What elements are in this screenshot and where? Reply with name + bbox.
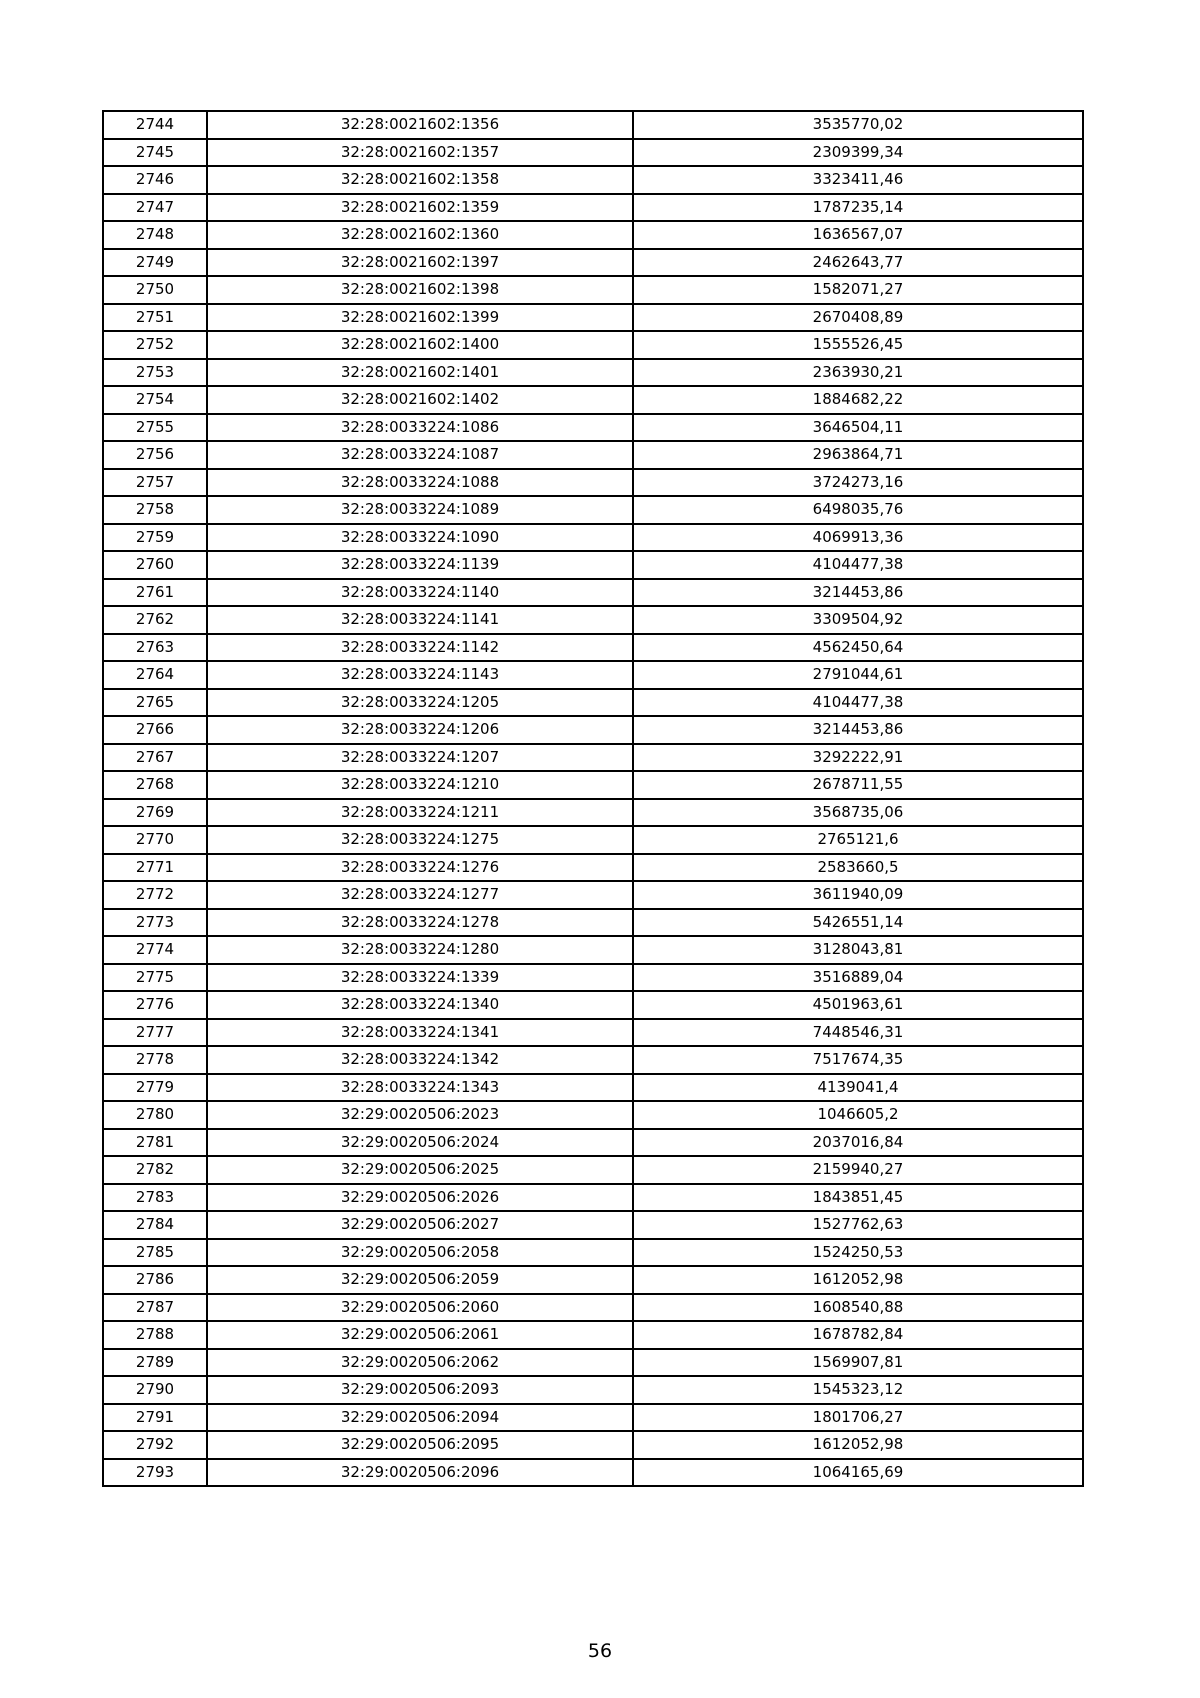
- table-row: [103, 1431, 1083, 1459]
- row-number-cell: 2744: [103, 111, 207, 139]
- cadastral-number-cell: 32:28:0033224:1340: [207, 991, 633, 1019]
- table-row: [103, 1156, 1083, 1184]
- cadastral-value-cell: 1527762,63: [633, 1211, 1083, 1239]
- cadastral-value-cell: 4104477,38: [633, 689, 1083, 717]
- cadastral-number-cell: 32:28:0033224:1086: [207, 414, 633, 442]
- cadastral-value-cell: 3323411,46: [633, 166, 1083, 194]
- table-row: [103, 689, 1083, 717]
- row-number-cell: 2773: [103, 909, 207, 937]
- table-row: [103, 359, 1083, 387]
- row-number-cell: 2774: [103, 936, 207, 964]
- cadastral-number-cell: 32:28:0033224:1205: [207, 689, 633, 717]
- row-number-cell: 2776: [103, 991, 207, 1019]
- row-number-cell: 2785: [103, 1239, 207, 1267]
- page-number: 56: [587, 1640, 613, 1662]
- row-number-cell: 2777: [103, 1019, 207, 1047]
- table-row: [103, 194, 1083, 222]
- row-number-cell: 2749: [103, 249, 207, 277]
- cadastral-number-cell: 32:28:0033224:1140: [207, 579, 633, 607]
- cadastral-number-cell: 32:28:0021602:1359: [207, 194, 633, 222]
- cadastral-value-cell: 3535770,02: [633, 111, 1083, 139]
- table-row: [103, 826, 1083, 854]
- cadastral-value-cell: 4139041,4: [633, 1074, 1083, 1102]
- row-number-cell: 2780: [103, 1101, 207, 1129]
- table-row: [103, 469, 1083, 497]
- cadastral-number-cell: 32:28:0033224:1088: [207, 469, 633, 497]
- table-row: [103, 441, 1083, 469]
- table-row: [103, 166, 1083, 194]
- cadastral-value-cell: 7517674,35: [633, 1046, 1083, 1074]
- table-row: [103, 909, 1083, 937]
- cadastral-number-cell: 32:28:0033224:1341: [207, 1019, 633, 1047]
- row-number-cell: 2757: [103, 469, 207, 497]
- row-number-cell: 2750: [103, 276, 207, 304]
- table-row: [103, 716, 1083, 744]
- cadastral-number-cell: 32:28:0021602:1360: [207, 221, 633, 249]
- row-number-cell: 2772: [103, 881, 207, 909]
- table-row: [103, 854, 1083, 882]
- row-number-cell: 2761: [103, 579, 207, 607]
- cadastral-value-cell: 1046605,2: [633, 1101, 1083, 1129]
- cadastral-value-cell: 2670408,89: [633, 304, 1083, 332]
- cadastral-number-cell: 32:29:0020506:2058: [207, 1239, 633, 1267]
- cadastral-value-cell: 3646504,11: [633, 414, 1083, 442]
- cadastral-value-cell: 5426551,14: [633, 909, 1083, 937]
- table-row: [103, 304, 1083, 332]
- cadastral-number-cell: 32:29:0020506:2024: [207, 1129, 633, 1157]
- cadastral-value-cell: 7448546,31: [633, 1019, 1083, 1047]
- cadastral-value-cell: 3724273,16: [633, 469, 1083, 497]
- row-number-cell: 2782: [103, 1156, 207, 1184]
- cadastral-value-cell: 2159940,27: [633, 1156, 1083, 1184]
- table-row: [103, 221, 1083, 249]
- row-number-cell: 2775: [103, 964, 207, 992]
- table-row: [103, 881, 1083, 909]
- cadastral-number-cell: 32:29:0020506:2059: [207, 1266, 633, 1294]
- cadastral-number-cell: 32:28:0021602:1356: [207, 111, 633, 139]
- table-row: [103, 496, 1083, 524]
- table-row: [103, 1101, 1083, 1129]
- cadastral-number-cell: 32:28:0033224:1339: [207, 964, 633, 992]
- row-number-cell: 2762: [103, 606, 207, 634]
- cadastral-number-cell: 32:28:0021602:1401: [207, 359, 633, 387]
- cadastral-value-cell: 3309504,92: [633, 606, 1083, 634]
- cadastral-value-cell: 1801706,27: [633, 1404, 1083, 1432]
- cadastral-value-cell: 4069913,36: [633, 524, 1083, 552]
- cadastral-value-cell: 2963864,71: [633, 441, 1083, 469]
- cadastral-value-cell: 2037016,84: [633, 1129, 1083, 1157]
- row-number-cell: 2781: [103, 1129, 207, 1157]
- table-row: [103, 661, 1083, 689]
- cadastral-number-cell: 32:28:0033224:1211: [207, 799, 633, 827]
- cadastral-value-cell: 6498035,76: [633, 496, 1083, 524]
- table-row: [103, 1239, 1083, 1267]
- table-row: [103, 1404, 1083, 1432]
- row-number-cell: 2748: [103, 221, 207, 249]
- row-number-cell: 2745: [103, 139, 207, 167]
- row-number-cell: 2791: [103, 1404, 207, 1432]
- table-row: [103, 414, 1083, 442]
- table-row: [103, 964, 1083, 992]
- table-row: [103, 524, 1083, 552]
- cadastral-number-cell: 32:28:0033224:1343: [207, 1074, 633, 1102]
- table-row: [103, 1376, 1083, 1404]
- row-number-cell: 2754: [103, 386, 207, 414]
- table-row: [103, 771, 1083, 799]
- cadastral-value-cell: 1545323,12: [633, 1376, 1083, 1404]
- cadastral-number-cell: 32:28:0021602:1397: [207, 249, 633, 277]
- row-number-cell: 2770: [103, 826, 207, 854]
- cadastral-value-cell: 4562450,64: [633, 634, 1083, 662]
- cadastral-value-cell: 4501963,61: [633, 991, 1083, 1019]
- table-row: [103, 1266, 1083, 1294]
- row-number-cell: 2768: [103, 771, 207, 799]
- table-row: [103, 386, 1083, 414]
- row-number-cell: 2778: [103, 1046, 207, 1074]
- cadastral-number-cell: 32:28:0033224:1277: [207, 881, 633, 909]
- cadastral-value-cell: 2583660,5: [633, 854, 1083, 882]
- cadastral-number-cell: 32:28:0021602:1402: [207, 386, 633, 414]
- cadastral-value-cell: 2791044,61: [633, 661, 1083, 689]
- row-number-cell: 2779: [103, 1074, 207, 1102]
- row-number-cell: 2755: [103, 414, 207, 442]
- table-row: [103, 579, 1083, 607]
- cadastral-number-cell: 32:29:0020506:2027: [207, 1211, 633, 1239]
- cadastral-number-cell: 32:29:0020506:2061: [207, 1321, 633, 1349]
- cadastral-value-cell: 1787235,14: [633, 194, 1083, 222]
- cadastral-number-cell: 32:29:0020506:2096: [207, 1459, 633, 1487]
- cadastral-number-cell: 32:28:0033224:1207: [207, 744, 633, 772]
- row-number-cell: 2786: [103, 1266, 207, 1294]
- cadastral-value-cell: 3568735,06: [633, 799, 1083, 827]
- row-number-cell: 2792: [103, 1431, 207, 1459]
- cadastral-value-cell: 2363930,21: [633, 359, 1083, 387]
- cadastral-value-cell: 1064165,69: [633, 1459, 1083, 1487]
- row-number-cell: 2784: [103, 1211, 207, 1239]
- cadastral-number-cell: 32:28:0021602:1357: [207, 139, 633, 167]
- cadastral-value-cell: 2309399,34: [633, 139, 1083, 167]
- cadastral-number-cell: 32:29:0020506:2026: [207, 1184, 633, 1212]
- cadastral-number-cell: 32:29:0020506:2095: [207, 1431, 633, 1459]
- cadastral-number-cell: 32:28:0033224:1142: [207, 634, 633, 662]
- table-row: [103, 1019, 1083, 1047]
- cadastral-number-cell: 32:28:0033224:1139: [207, 551, 633, 579]
- row-number-cell: 2765: [103, 689, 207, 717]
- cadastral-number-cell: 32:29:0020506:2093: [207, 1376, 633, 1404]
- cadastral-number-cell: 32:28:0033224:1276: [207, 854, 633, 882]
- cadastral-value-cell: 3214453,86: [633, 579, 1083, 607]
- table-row: [103, 606, 1083, 634]
- cadastral-number-cell: 32:28:0021602:1358: [207, 166, 633, 194]
- cadastral-value-cell: 1636567,07: [633, 221, 1083, 249]
- cadastral-number-cell: 32:29:0020506:2025: [207, 1156, 633, 1184]
- row-number-cell: 2746: [103, 166, 207, 194]
- row-number-cell: 2747: [103, 194, 207, 222]
- cadastral-number-cell: 32:28:0033224:1275: [207, 826, 633, 854]
- row-number-cell: 2759: [103, 524, 207, 552]
- row-number-cell: 2787: [103, 1294, 207, 1322]
- cadastral-value-cell: 2462643,77: [633, 249, 1083, 277]
- cadastral-number-cell: 32:28:0021602:1400: [207, 331, 633, 359]
- table-row: [103, 276, 1083, 304]
- table-row: [103, 1459, 1083, 1487]
- row-number-cell: 2760: [103, 551, 207, 579]
- row-number-cell: 2790: [103, 1376, 207, 1404]
- cadastral-number-cell: 32:28:0033224:1087: [207, 441, 633, 469]
- cadastral-number-cell: 32:28:0033224:1141: [207, 606, 633, 634]
- table-row: [103, 991, 1083, 1019]
- row-number-cell: 2769: [103, 799, 207, 827]
- row-number-cell: 2763: [103, 634, 207, 662]
- row-number-cell: 2788: [103, 1321, 207, 1349]
- cadastral-number-cell: 32:29:0020506:2060: [207, 1294, 633, 1322]
- cadastral-value-cell: 3611940,09: [633, 881, 1083, 909]
- row-number-cell: 2764: [103, 661, 207, 689]
- cadastral-value-cell: 3292222,91: [633, 744, 1083, 772]
- cadastral-value-cell: 1612052,98: [633, 1266, 1083, 1294]
- cadastral-value-cell: 1678782,84: [633, 1321, 1083, 1349]
- cadastral-number-cell: 32:28:0021602:1399: [207, 304, 633, 332]
- table-row: [103, 799, 1083, 827]
- cadastral-number-cell: 32:28:0033224:1090: [207, 524, 633, 552]
- table-row: [103, 139, 1083, 167]
- table-row: [103, 1129, 1083, 1157]
- cadastral-number-cell: 32:28:0033224:1210: [207, 771, 633, 799]
- cadastral-value-cell: 1884682,22: [633, 386, 1083, 414]
- cadastral-value-cell: 3214453,86: [633, 716, 1083, 744]
- cadastral-number-cell: 32:28:0033224:1206: [207, 716, 633, 744]
- table-row: [103, 1046, 1083, 1074]
- cadastral-number-cell: 32:28:0021602:1398: [207, 276, 633, 304]
- table-row: [103, 1184, 1083, 1212]
- table-body: [103, 111, 1083, 1486]
- row-number-cell: 2766: [103, 716, 207, 744]
- table-row: [103, 936, 1083, 964]
- cadastral-value-cell: 1569907,81: [633, 1349, 1083, 1377]
- table-row: [103, 1074, 1083, 1102]
- cadastral-number-cell: 32:29:0020506:2094: [207, 1404, 633, 1432]
- row-number-cell: 2767: [103, 744, 207, 772]
- cadastral-number-cell: 32:28:0033224:1342: [207, 1046, 633, 1074]
- table-row: [103, 634, 1083, 662]
- row-number-cell: 2752: [103, 331, 207, 359]
- cadastral-value-cell: 4104477,38: [633, 551, 1083, 579]
- table-row: [103, 744, 1083, 772]
- cadastral-value-cell: 1843851,45: [633, 1184, 1083, 1212]
- cadastral-number-cell: 32:29:0020506:2062: [207, 1349, 633, 1377]
- table-row: [103, 331, 1083, 359]
- data-table-container: [102, 110, 1082, 1487]
- row-number-cell: 2771: [103, 854, 207, 882]
- row-number-cell: 2793: [103, 1459, 207, 1487]
- cadastral-number-cell: 32:28:0033224:1278: [207, 909, 633, 937]
- table-row: [103, 551, 1083, 579]
- cadastral-value-cell: 1524250,53: [633, 1239, 1083, 1267]
- table-row: [103, 1321, 1083, 1349]
- cadastral-value-cell: 3516889,04: [633, 964, 1083, 992]
- cadastral-value-table: [102, 110, 1084, 1487]
- cadastral-value-cell: 1555526,45: [633, 331, 1083, 359]
- row-number-cell: 2758: [103, 496, 207, 524]
- table-row: [103, 111, 1083, 139]
- cadastral-value-cell: 1582071,27: [633, 276, 1083, 304]
- cadastral-value-cell: 2765121,6: [633, 826, 1083, 854]
- row-number-cell: 2783: [103, 1184, 207, 1212]
- table-row: [103, 1294, 1083, 1322]
- cadastral-value-cell: 1612052,98: [633, 1431, 1083, 1459]
- table-row: [103, 1349, 1083, 1377]
- cadastral-number-cell: 32:28:0033224:1143: [207, 661, 633, 689]
- row-number-cell: 2789: [103, 1349, 207, 1377]
- cadastral-number-cell: 32:28:0033224:1089: [207, 496, 633, 524]
- table-row: [103, 1211, 1083, 1239]
- row-number-cell: 2756: [103, 441, 207, 469]
- cadastral-number-cell: 32:29:0020506:2023: [207, 1101, 633, 1129]
- cadastral-value-cell: 3128043,81: [633, 936, 1083, 964]
- cadastral-value-cell: 2678711,55: [633, 771, 1083, 799]
- table-row: [103, 249, 1083, 277]
- cadastral-number-cell: 32:28:0033224:1280: [207, 936, 633, 964]
- row-number-cell: 2753: [103, 359, 207, 387]
- cadastral-value-cell: 1608540,88: [633, 1294, 1083, 1322]
- row-number-cell: 2751: [103, 304, 207, 332]
